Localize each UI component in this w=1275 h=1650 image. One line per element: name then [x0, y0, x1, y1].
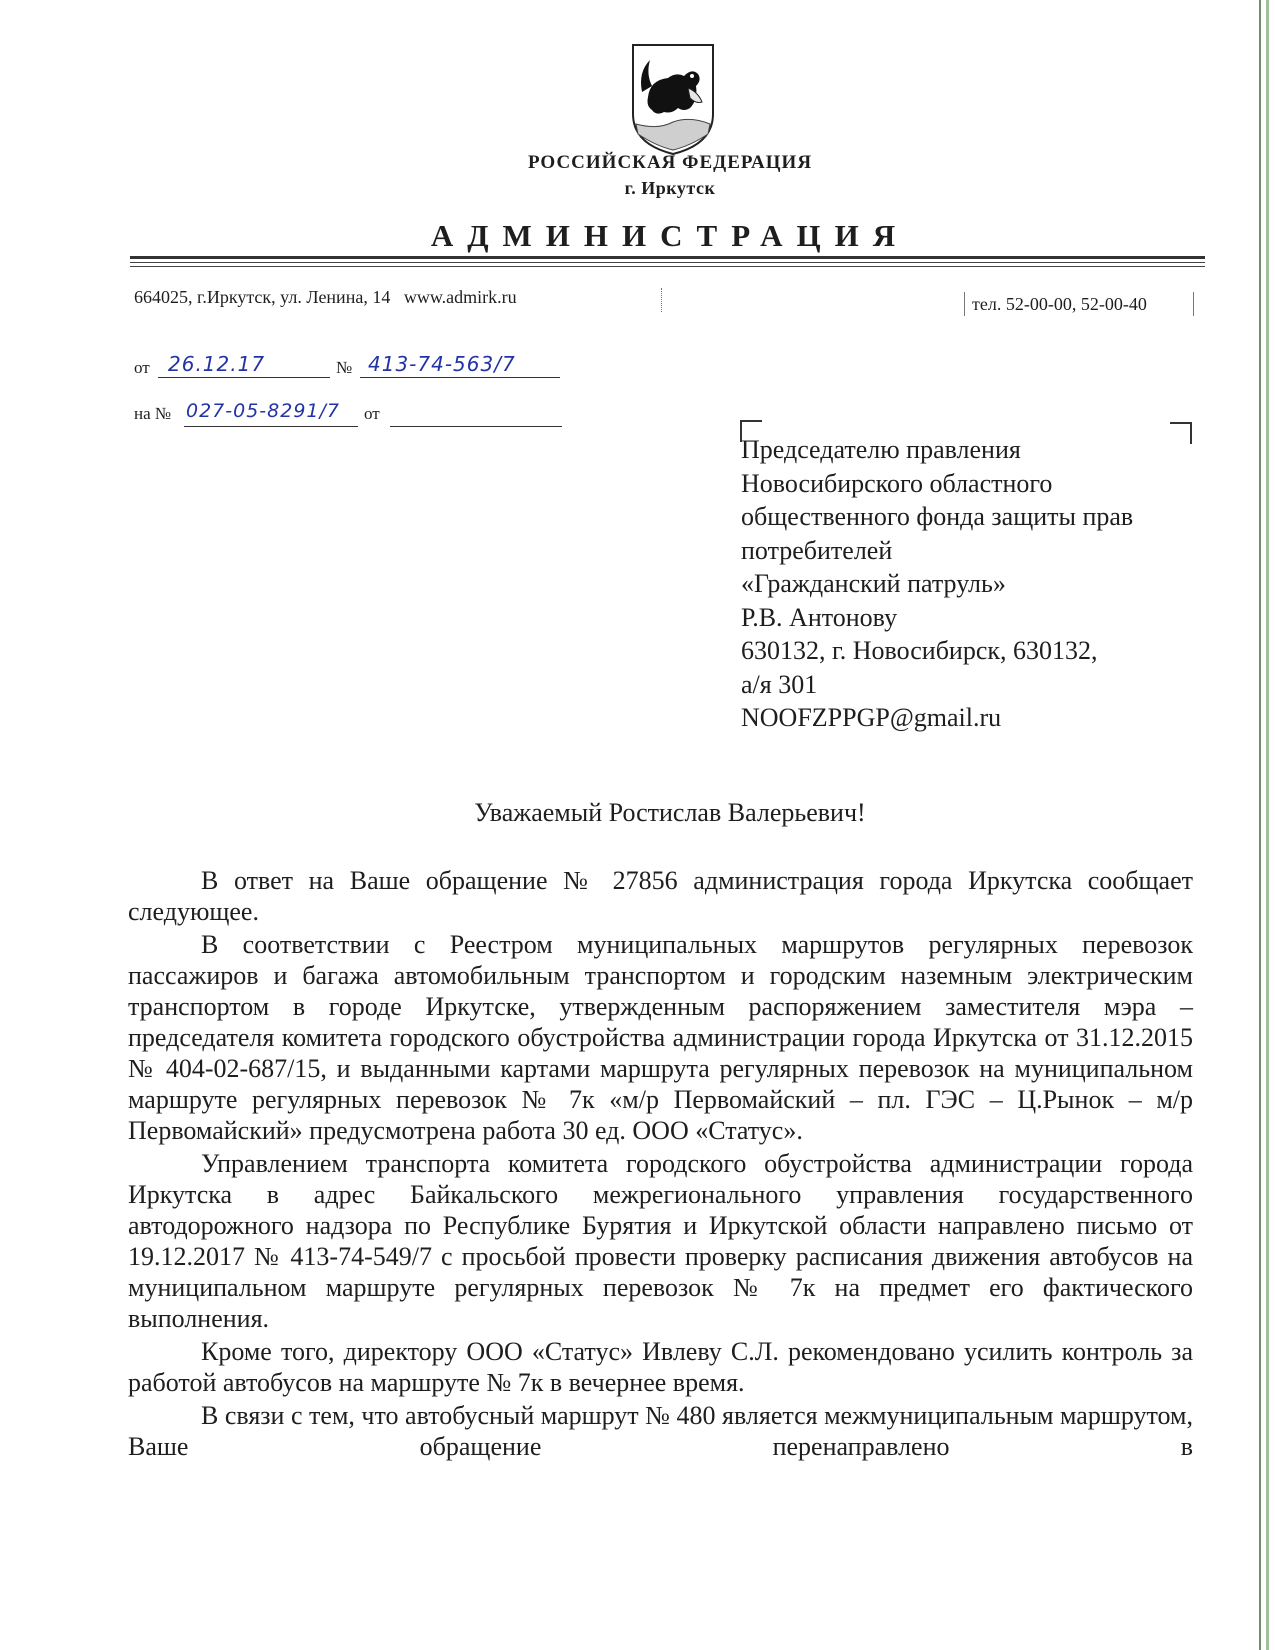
recipient-email: NOOFZPPGP@gmail.ru — [741, 703, 1002, 732]
recipient-line: а/я 301 — [741, 669, 818, 699]
header-rule-thin-2 — [130, 266, 1205, 267]
coat-of-arms-icon — [628, 42, 718, 157]
letter-body — [128, 865, 1193, 1464]
greeting: Уважаемый Ростислав Валерьевич! — [474, 798, 866, 827]
date-label: от — [134, 358, 150, 377]
recipient-line: общественного фонда защиты прав — [741, 502, 1134, 531]
recipient-line: 630132, г. Новосибирск, 630132, — [741, 636, 1098, 665]
date-underline — [158, 377, 330, 378]
divider — [1193, 292, 1194, 316]
recipient-block — [741, 433, 1133, 735]
federation-title: РОССИЙСКАЯ ФЕДЕРАЦИЯ — [527, 152, 813, 173]
recipient-line: «Гражданский патруль» — [741, 569, 1006, 598]
body-paragraph: В соответствии с Реестром муниципальных маршрутов регулярных перевозок пассажиров и багажа автомобильным транспортом и городским наземным электрическим транспортом в городе Иркутске, утвержденным распоряжением заместителя мэра – председателя комитета городского обустройства администрации города Иркутска от 31.12.2015 № 404-02-687/15, и выданными картами маршрута регулярных перевозок на муниципальном маршруте регулярных перевозок № 7к «м/р Первомайский – пл. ГЭС – Ц.Рынок – м/р Первомайский» предусмотрена работа 30 ед. ООО «Статус». — [128, 930, 1193, 1145]
body-paragraph: В ответ на Ваше обращение № 27856 администрация города Иркутска сообщает следующее. — [128, 866, 1193, 926]
body-paragraph: Управлением транспорта комитета городского обустройства администрации города Иркутска в адрес Байкальского межрегионального управления государственного автодорожного надзора по Республике Бурятия и Иркутской области направлено письмо от 19.12.2017 № 413-74-549/7 с просьбой провести проверку расписания движения автобусов на муниципальном маршруте регулярных перевозок № 7к на предмет его фактического выполнения. — [128, 1149, 1193, 1333]
number-label: № — [336, 358, 353, 377]
address-corner-right — [1170, 422, 1192, 444]
number-underline — [360, 377, 560, 378]
recipient-line: потребителей — [741, 535, 893, 565]
address-line: 664025, г.Иркутск, ул. Ленина, 14 www.admirk.ru — [134, 287, 517, 307]
divider — [964, 292, 965, 316]
reply-number-label: на № — [134, 404, 172, 423]
body-paragraph: Кроме того, директору ООО «Статус» Ивлеву С.Л. рекомендовано усилить контроль за работой автобусов на маршруте № 7к в вечернее время. — [128, 1337, 1193, 1397]
body-paragraph: В связи с тем, что автобусный маршрут № 480 является межмуниципальным маршрутом, Ваше обращение перенаправлено в — [128, 1401, 1193, 1461]
divider — [661, 288, 663, 312]
recipient-line: Председателю правления — [741, 435, 1021, 464]
reply-number-underline — [184, 426, 358, 427]
reply-date-underline — [390, 426, 562, 427]
city-title: г. Иркутск — [624, 178, 716, 198]
header-rule-thin — [130, 262, 1205, 263]
recipient-line: Р.В. Антонову — [741, 602, 898, 632]
administration-title: АДМИНИСТРАЦИЯ — [430, 218, 910, 253]
reply-date-label: от — [364, 404, 380, 423]
phone-line: тел. 52-00-00, 52-00-40 — [972, 294, 1147, 314]
header-rule-thick — [130, 256, 1205, 259]
registration-number: 413-74-563/7 — [368, 352, 516, 376]
recipient-line: Новосибирского областного — [741, 468, 1053, 498]
registration-date: 26.12.17 — [168, 352, 266, 376]
reply-number: 027-05-8291/7 — [186, 400, 340, 422]
